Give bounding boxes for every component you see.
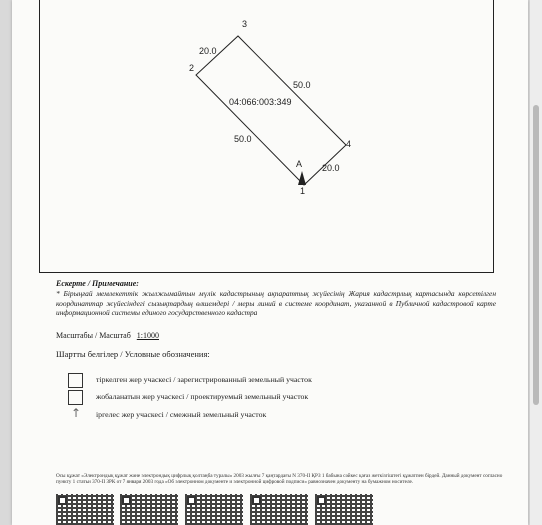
- qr-code-icon: [185, 494, 243, 525]
- cadastral-map: [40, 0, 495, 274]
- legend-label: жобаланатын жер учаскесі / проектируемый земельный участок: [96, 392, 309, 401]
- point-4-label: 4: [346, 139, 352, 149]
- document-page: [12, 0, 528, 525]
- point-2-label: 2: [189, 63, 195, 73]
- north-arrow-label: A: [296, 159, 303, 169]
- qr-code-icon: [315, 494, 373, 525]
- note-title: Ескерте / Примечание:: [56, 279, 139, 288]
- legend-label: іргелес жер учаскесі / смежный земельный участок: [96, 410, 267, 419]
- side-length-3-4: 50.0: [293, 80, 311, 90]
- qr-code-icon: [120, 494, 178, 525]
- side-length-2-3: 20.0: [199, 46, 217, 56]
- square-icon: [68, 373, 83, 388]
- legend-title: Шартты белгілер / Условные обозначения:: [56, 349, 210, 359]
- north-arrow-icon: [298, 171, 306, 185]
- qr-code-icon: [56, 494, 114, 525]
- footer-legal-text: Осы құжат «Электрондық құжат және электрондық цифрлық қолтаңба туралы» 2003 жылғы 7 қаңтардағы N 370-II ҚРЗ 1 бабына сәйкес қағаз жеткізгіштегі құжатпен бірдей. Данный документ согласно пункту 1 статьи 370-II ЗРК от 7 января 2003 года «Об электронном документе и электронной цифровой подписи» равнозначен документу на бумажном носителе.: [56, 473, 503, 486]
- legend-label: тіркелген жер учаскесі / зарегистрированный земельный участок: [96, 375, 312, 384]
- square-icon: [68, 390, 83, 405]
- cadastral-map-frame: [39, 0, 494, 273]
- scale-row: [56, 331, 159, 340]
- note-body: * Бірыңғай мемлекеттік жылжымайтын мүлік кадастрының ақпараттық жүйесінің Жария кадастрлық картасында көрсетілген координаттар жүйесіндегі сызықтардың өлшемдері / меры линий в системе координат, указанной в Публичной кадастровой карте информационной системы единого государственного кадастра: [56, 289, 496, 317]
- scale-label: Масштабы / Масштаб: [56, 331, 131, 340]
- arrow-up-icon: ↑: [70, 406, 82, 420]
- point-1-label: 1: [300, 186, 306, 196]
- side-length-4-1: 20.0: [322, 163, 340, 173]
- parcel-number: 04:066:003:349: [229, 97, 292, 107]
- qr-code-icon: [250, 494, 308, 525]
- vertical-scrollbar[interactable]: [530, 0, 542, 525]
- scale-value: 1:1000: [136, 331, 160, 340]
- scrollbar-thumb[interactable]: [533, 105, 539, 405]
- point-3-label: 3: [242, 19, 248, 29]
- side-length-1-2: 50.0: [234, 134, 252, 144]
